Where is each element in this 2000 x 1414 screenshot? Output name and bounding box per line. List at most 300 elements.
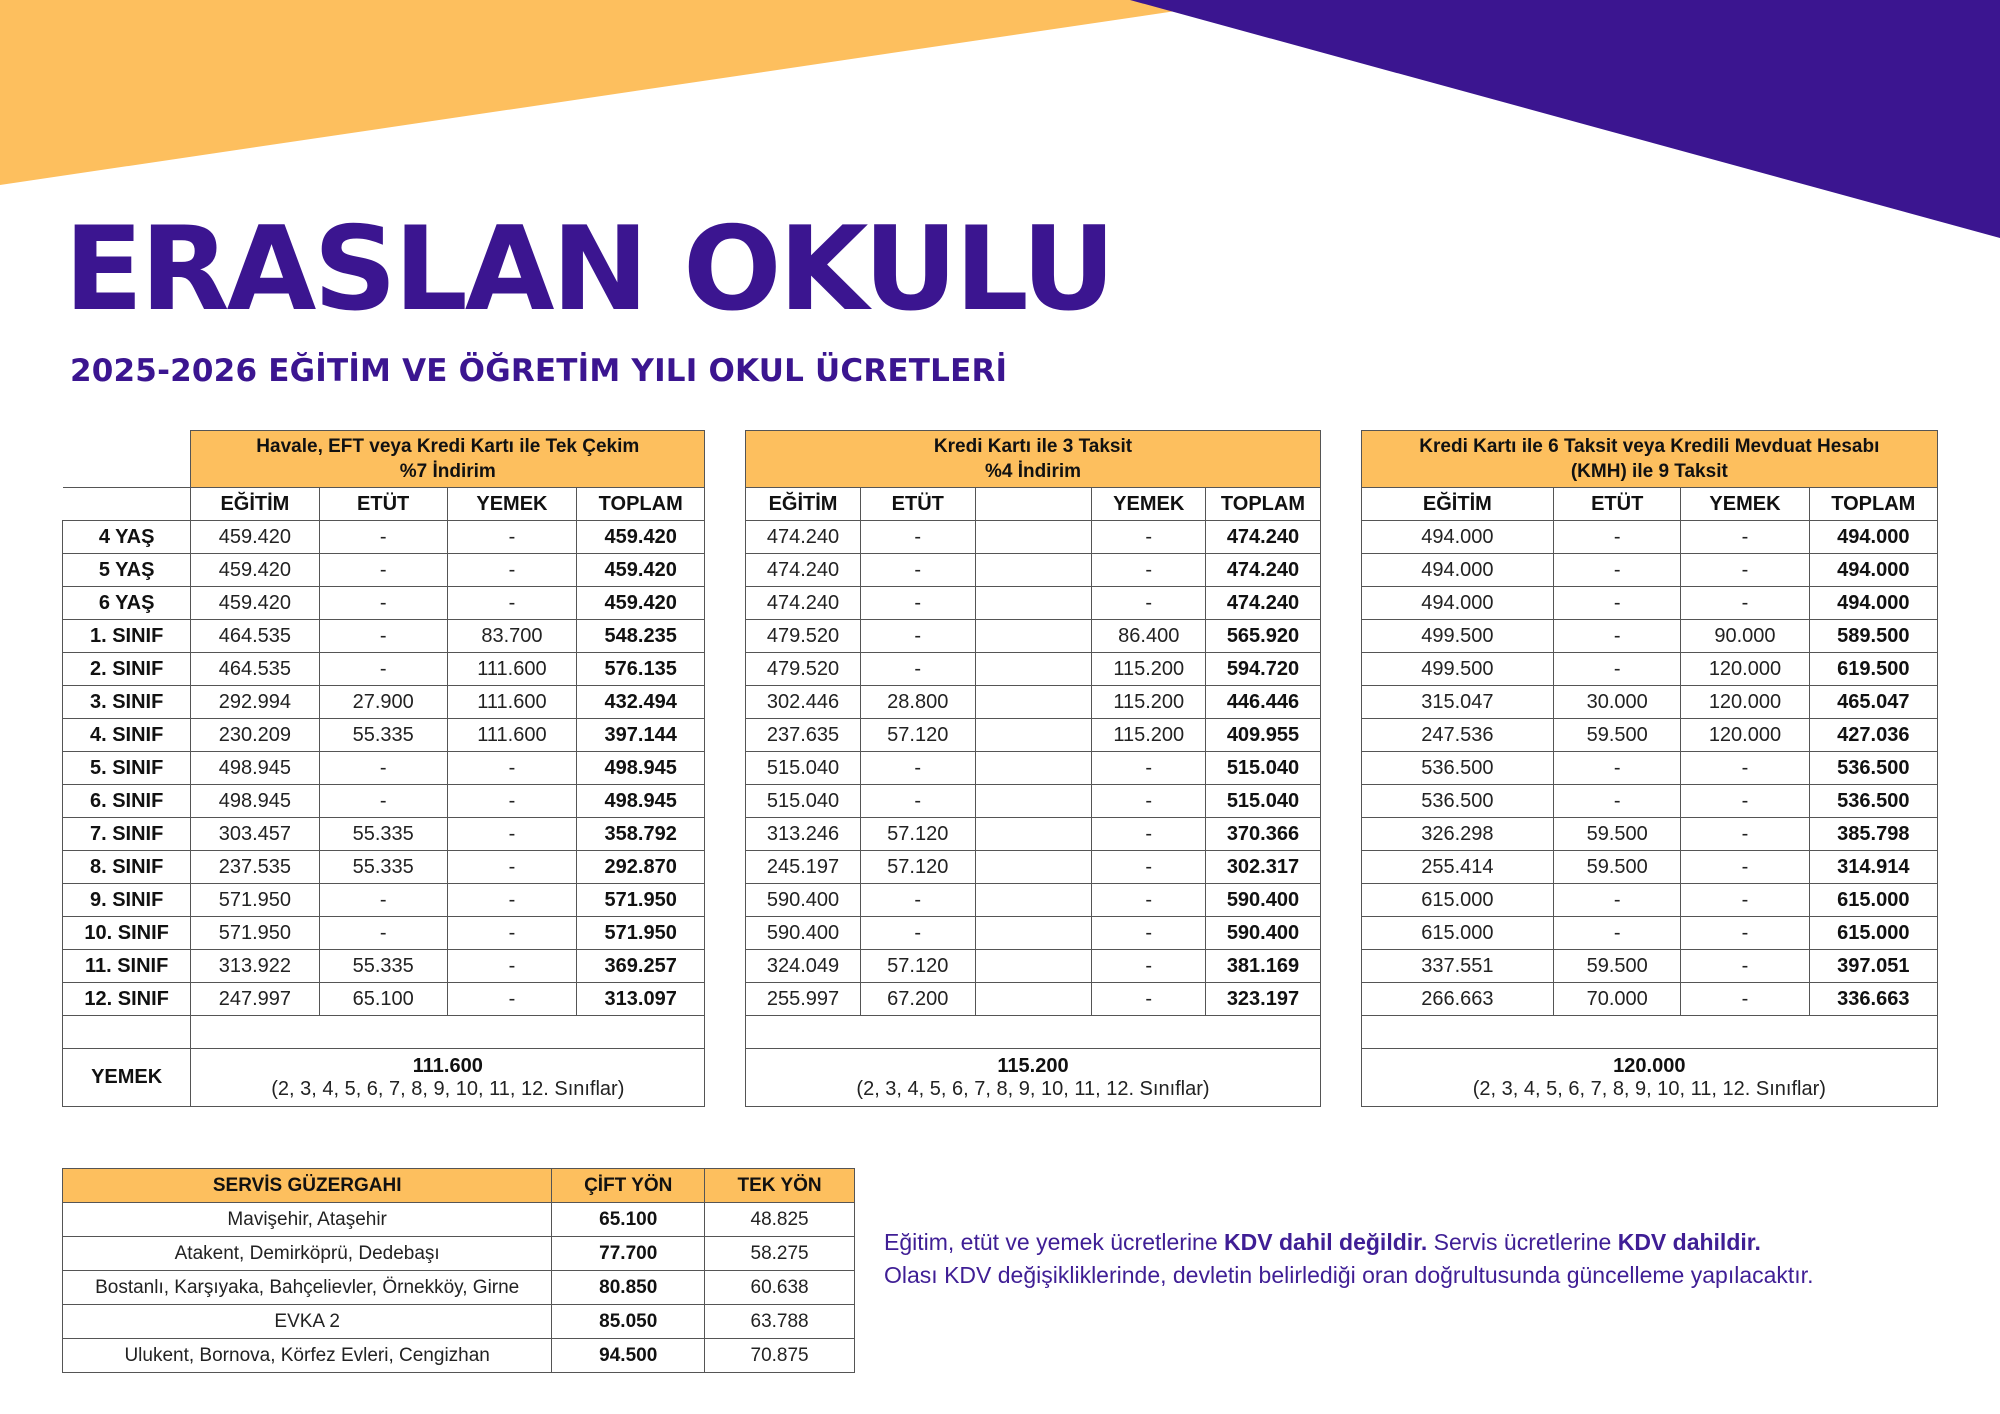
- fee-row: [63, 521, 1938, 554]
- cell-toplam: 465.047: [1809, 686, 1937, 719]
- gap-cell: [1320, 785, 1361, 818]
- purple-banner-shape: [1130, 0, 2000, 238]
- cell-yemek: -: [1092, 884, 1206, 917]
- fee-row: [63, 587, 1938, 620]
- cell-etut: -: [860, 620, 975, 653]
- spacer-cell: [191, 1016, 705, 1049]
- yemek-note: (2, 3, 4, 5, 6, 7, 8, 9, 10, 11, 12. Sınıflar): [271, 1077, 625, 1100]
- cell-egitim: 459.420: [191, 554, 319, 587]
- cell-etut: -: [860, 653, 975, 686]
- cell-egitim: 536.500: [1361, 752, 1553, 785]
- fee-row: [63, 686, 1938, 719]
- cell-toplam: 397.144: [577, 719, 705, 752]
- cell-egitim: 464.535: [191, 620, 319, 653]
- cell-toplam: 474.240: [1206, 554, 1320, 587]
- cell-yemek: -: [1092, 917, 1206, 950]
- gap-cell: [1320, 686, 1361, 719]
- cell-empty: [975, 554, 1091, 587]
- cell-etut: 57.120: [860, 851, 975, 884]
- cell-etut: 59.500: [1554, 950, 1681, 983]
- cell-yemek: 111.600: [447, 653, 576, 686]
- service-double: 65.100: [552, 1203, 705, 1237]
- grade-label: 8. SINIF: [63, 851, 191, 884]
- cell-egitim: 292.994: [191, 686, 319, 719]
- cell-toplam: 381.169: [1206, 950, 1320, 983]
- gap-cell: [705, 752, 746, 785]
- cell-yemek: -: [447, 587, 576, 620]
- service-single: 63.788: [705, 1305, 855, 1339]
- col-yemek: YEMEK: [1681, 488, 1809, 521]
- cell-empty: [975, 521, 1091, 554]
- service-single-header: TEK YÖN: [705, 1169, 855, 1203]
- cell-egitim: 474.240: [746, 521, 860, 554]
- gap-cell: [1320, 1049, 1361, 1107]
- service-route: Bostanlı, Karşıyaka, Bahçelievler, Örnekköy, Girne: [63, 1271, 552, 1305]
- cell-etut: -: [319, 554, 447, 587]
- gap-cell: [1320, 653, 1361, 686]
- col-toplam: TOPLAM: [577, 488, 705, 521]
- cell-etut: -: [1554, 587, 1681, 620]
- cell-toplam: 594.720: [1206, 653, 1320, 686]
- cell-yemek: -: [447, 521, 576, 554]
- gap-cell: [705, 1016, 746, 1049]
- cell-etut: -: [319, 785, 447, 818]
- service-double-header: ÇİFT YÖN: [552, 1169, 705, 1203]
- cell-yemek: 115.200: [1092, 719, 1206, 752]
- fee-row: [63, 719, 1938, 752]
- cell-yemek: -: [447, 752, 576, 785]
- cell-toplam: 494.000: [1809, 521, 1937, 554]
- cell-etut: -: [860, 554, 975, 587]
- section-header-line: Havale, EFT veya Kredi Kartı ile Tek Çekim: [256, 436, 640, 457]
- service-row: [63, 1305, 855, 1339]
- cell-egitim: 324.049: [746, 950, 860, 983]
- cell-egitim: 498.945: [191, 752, 319, 785]
- cell-empty: [975, 917, 1091, 950]
- gap-cell: [1320, 719, 1361, 752]
- orange-banner-shape: [0, 0, 1250, 185]
- grade-label: 3. SINIF: [63, 686, 191, 719]
- service-single: 48.825: [705, 1203, 855, 1237]
- cell-empty: [975, 653, 1091, 686]
- service-route-header: SERVİS GÜZERGAHI: [63, 1169, 552, 1203]
- cell-toplam: 459.420: [577, 587, 705, 620]
- gap-cell: [705, 488, 746, 521]
- cell-etut: -: [319, 653, 447, 686]
- cell-egitim: 474.240: [746, 587, 860, 620]
- corner-cell: [63, 431, 191, 488]
- vat-note-text: Eğitim, etüt ve yemek ücretlerine: [884, 1229, 1225, 1255]
- cell-yemek: -: [1681, 950, 1809, 983]
- gap-cell: [1320, 752, 1361, 785]
- cell-egitim: 255.997: [746, 983, 860, 1016]
- cell-yemek: -: [1092, 785, 1206, 818]
- fee-row: [63, 620, 1938, 653]
- gap-cell: [705, 521, 746, 554]
- cell-etut: 55.335: [319, 818, 447, 851]
- gap-cell: [705, 884, 746, 917]
- service-table: [62, 1168, 855, 1373]
- vat-note-text: Servis ücretlerine: [1427, 1229, 1618, 1255]
- section-header-line: Kredi Kartı ile 6 Taksit veya Kredili Mevduat Hesabı: [1419, 436, 1880, 457]
- service-double: 94.500: [552, 1339, 705, 1373]
- grade-label: 11. SINIF: [63, 950, 191, 983]
- cell-egitim: 590.400: [746, 917, 860, 950]
- cell-etut: -: [1554, 620, 1681, 653]
- service-route: EVKA 2: [63, 1305, 552, 1339]
- corner-cell: [63, 488, 191, 521]
- cell-etut: 27.900: [319, 686, 447, 719]
- fee-row: [63, 752, 1938, 785]
- cell-etut: 57.120: [860, 950, 975, 983]
- cell-egitim: 515.040: [746, 752, 860, 785]
- cell-etut: -: [1554, 521, 1681, 554]
- grade-label: 1. SINIF: [63, 620, 191, 653]
- cell-toplam: 590.400: [1206, 917, 1320, 950]
- cell-yemek: 115.200: [1092, 653, 1206, 686]
- cell-etut: -: [319, 620, 447, 653]
- cell-toplam: 432.494: [577, 686, 705, 719]
- cell-toplam: 474.240: [1206, 587, 1320, 620]
- section-header-6-installments: [1361, 431, 1937, 488]
- cell-etut: 55.335: [319, 851, 447, 884]
- gap-cell: [705, 851, 746, 884]
- cell-etut: -: [860, 587, 975, 620]
- cell-egitim: 302.446: [746, 686, 860, 719]
- fee-row: [63, 950, 1938, 983]
- cell-yemek: -: [1681, 587, 1809, 620]
- cell-etut: 57.120: [860, 818, 975, 851]
- gap-cell: [705, 719, 746, 752]
- cell-toplam: 494.000: [1809, 554, 1937, 587]
- cell-yemek: -: [1681, 554, 1809, 587]
- service-row: [63, 1271, 855, 1305]
- fee-row: [63, 884, 1938, 917]
- cell-toplam: 494.000: [1809, 587, 1937, 620]
- gap-cell: [705, 785, 746, 818]
- gap-cell: [705, 653, 746, 686]
- fee-row: [63, 785, 1938, 818]
- service-row: [63, 1339, 855, 1373]
- cell-empty: [975, 884, 1091, 917]
- cell-etut: -: [319, 587, 447, 620]
- cell-egitim: 313.922: [191, 950, 319, 983]
- cell-yemek: 111.600: [447, 686, 576, 719]
- cell-egitim: 515.040: [746, 785, 860, 818]
- cell-toplam: 565.920: [1206, 620, 1320, 653]
- cell-toplam: 571.950: [577, 917, 705, 950]
- cell-etut: -: [1554, 653, 1681, 686]
- service-route: Mavişehir, Ataşehir: [63, 1203, 552, 1237]
- cell-empty: [975, 818, 1091, 851]
- gap-cell: [1320, 521, 1361, 554]
- cell-etut: -: [860, 917, 975, 950]
- cell-egitim: 247.997: [191, 983, 319, 1016]
- vat-note-bold: KDV dahildir.: [1617, 1229, 1761, 1255]
- gap-cell: [1320, 884, 1361, 917]
- yemek-cell-single: [191, 1049, 705, 1107]
- cell-egitim: 237.535: [191, 851, 319, 884]
- cell-etut: -: [1554, 752, 1681, 785]
- cell-egitim: 464.535: [191, 653, 319, 686]
- cell-yemek: 120.000: [1681, 653, 1809, 686]
- cell-yemek: -: [1092, 818, 1206, 851]
- cell-egitim: 494.000: [1361, 554, 1553, 587]
- cell-egitim: 474.240: [746, 554, 860, 587]
- service-double: 85.050: [552, 1305, 705, 1339]
- cell-yemek: -: [1681, 884, 1809, 917]
- gap-cell: [1320, 983, 1361, 1016]
- gap-cell: [1320, 554, 1361, 587]
- yemek-note: (2, 3, 4, 5, 6, 7, 8, 9, 10, 11, 12. Sınıflar): [1472, 1077, 1826, 1100]
- yemek-row: [63, 1049, 1938, 1107]
- grade-label: 2. SINIF: [63, 653, 191, 686]
- cell-etut: 59.500: [1554, 851, 1681, 884]
- service-route: Atakent, Demirköprü, Dedebaşı: [63, 1237, 552, 1271]
- cell-toplam: 358.792: [577, 818, 705, 851]
- gap-cell: [705, 950, 746, 983]
- cell-toplam: 576.135: [577, 653, 705, 686]
- spacer-cell: [746, 1016, 1320, 1049]
- cell-yemek: -: [1092, 554, 1206, 587]
- cell-egitim: 499.500: [1361, 653, 1553, 686]
- cell-yemek: -: [1092, 752, 1206, 785]
- cell-yemek: 120.000: [1681, 686, 1809, 719]
- fee-row: [63, 554, 1938, 587]
- school-title: ERASLAN OKULU: [64, 202, 1113, 337]
- gap-cell: [705, 431, 746, 488]
- gap-cell: [705, 917, 746, 950]
- cell-egitim: 237.635: [746, 719, 860, 752]
- cell-toplam: 292.870: [577, 851, 705, 884]
- service-single: 60.638: [705, 1271, 855, 1305]
- cell-etut: -: [860, 785, 975, 818]
- cell-egitim: 571.950: [191, 884, 319, 917]
- cell-yemek: 111.600: [447, 719, 576, 752]
- cell-empty: [975, 785, 1091, 818]
- cell-yemek: -: [1681, 818, 1809, 851]
- cell-etut: -: [1554, 917, 1681, 950]
- gap-cell: [705, 1049, 746, 1107]
- cell-egitim: 337.551: [1361, 950, 1553, 983]
- cell-empty: [975, 752, 1091, 785]
- cell-etut: -: [1554, 884, 1681, 917]
- grade-label: 4. SINIF: [63, 719, 191, 752]
- yemek-label: YEMEK: [63, 1049, 191, 1107]
- col-egitim: EĞİTİM: [1361, 488, 1553, 521]
- cell-egitim: 571.950: [191, 917, 319, 950]
- grade-label: 5. SINIF: [63, 752, 191, 785]
- cell-toplam: 615.000: [1809, 884, 1937, 917]
- spacer-row: [63, 1016, 1938, 1049]
- cell-toplam: 474.240: [1206, 521, 1320, 554]
- cell-egitim: 247.536: [1361, 719, 1553, 752]
- service-route: Ulukent, Bornova, Körfez Evleri, Cengizhan: [63, 1339, 552, 1373]
- cell-etut: 28.800: [860, 686, 975, 719]
- cell-yemek: 120.000: [1681, 719, 1809, 752]
- cell-empty: [975, 983, 1091, 1016]
- vat-note: [884, 1226, 1813, 1292]
- cell-toplam: 571.950: [577, 884, 705, 917]
- cell-toplam: 498.945: [577, 785, 705, 818]
- gap-cell: [705, 554, 746, 587]
- cell-yemek: -: [1681, 851, 1809, 884]
- cell-toplam: 536.500: [1809, 752, 1937, 785]
- cell-egitim: 313.246: [746, 818, 860, 851]
- grade-label: 5 YAŞ: [63, 554, 191, 587]
- cell-yemek: -: [447, 851, 576, 884]
- service-header-row: [63, 1169, 855, 1203]
- cell-yemek: -: [1681, 983, 1809, 1016]
- section-header-line: (KMH) ile 9 Taksit: [1570, 461, 1728, 482]
- grade-label: 9. SINIF: [63, 884, 191, 917]
- service-row: [63, 1237, 855, 1271]
- cell-yemek: -: [1092, 950, 1206, 983]
- cell-yemek: -: [447, 983, 576, 1016]
- vat-note-line2: Olası KDV değişikliklerinde, devletin belirlediği oran doğrultusunda güncelleme yapılacaktır.: [884, 1262, 1814, 1288]
- cell-yemek: 90.000: [1681, 620, 1809, 653]
- cell-egitim: 590.400: [746, 884, 860, 917]
- section-header-single-payment: [191, 431, 705, 488]
- cell-yemek: -: [1092, 587, 1206, 620]
- cell-toplam: 459.420: [577, 554, 705, 587]
- gap-cell: [705, 620, 746, 653]
- cell-toplam: 369.257: [577, 950, 705, 983]
- cell-yemek: -: [447, 884, 576, 917]
- cell-empty: [975, 587, 1091, 620]
- cell-empty: [975, 950, 1091, 983]
- col-etut: ETÜT: [860, 488, 975, 521]
- cell-egitim: 459.420: [191, 587, 319, 620]
- fee-row: [63, 983, 1938, 1016]
- gap-cell: [705, 983, 746, 1016]
- cell-yemek: 83.700: [447, 620, 576, 653]
- cell-yemek: -: [1681, 917, 1809, 950]
- cell-toplam: 619.500: [1809, 653, 1937, 686]
- cell-toplam: 409.955: [1206, 719, 1320, 752]
- cell-egitim: 255.414: [1361, 851, 1553, 884]
- cell-toplam: 615.000: [1809, 917, 1937, 950]
- column-header-row: [63, 488, 1938, 521]
- cell-etut: 30.000: [1554, 686, 1681, 719]
- section-header-discount: %7 İndirim: [399, 461, 496, 482]
- cell-egitim: 303.457: [191, 818, 319, 851]
- cell-toplam: 336.663: [1809, 983, 1937, 1016]
- cell-toplam: 548.235: [577, 620, 705, 653]
- gap-cell: [1320, 818, 1361, 851]
- cell-etut: -: [319, 884, 447, 917]
- grade-label: 6. SINIF: [63, 785, 191, 818]
- cell-toplam: 302.317: [1206, 851, 1320, 884]
- cell-etut: 59.500: [1554, 818, 1681, 851]
- cell-egitim: 315.047: [1361, 686, 1553, 719]
- cell-etut: 55.335: [319, 719, 447, 752]
- col-toplam: TOPLAM: [1206, 488, 1320, 521]
- grade-label: 10. SINIF: [63, 917, 191, 950]
- cell-etut: -: [319, 917, 447, 950]
- col-yemek: YEMEK: [1092, 488, 1206, 521]
- cell-etut: 59.500: [1554, 719, 1681, 752]
- gap-cell: [705, 686, 746, 719]
- service-double: 77.700: [552, 1237, 705, 1271]
- fees-table: [62, 430, 1938, 1107]
- cell-egitim: 459.420: [191, 521, 319, 554]
- cell-etut: -: [319, 752, 447, 785]
- cell-etut: -: [860, 521, 975, 554]
- cell-yemek: -: [1092, 983, 1206, 1016]
- gap-cell: [1320, 917, 1361, 950]
- cell-yemek: -: [447, 785, 576, 818]
- cell-toplam: 515.040: [1206, 785, 1320, 818]
- cell-egitim: 499.500: [1361, 620, 1553, 653]
- section-header-line: Kredi Kartı ile 3 Taksit: [933, 436, 1133, 457]
- fee-row: [63, 851, 1938, 884]
- yemek-note: (2, 3, 4, 5, 6, 7, 8, 9, 10, 11, 12. Sınıflar): [856, 1077, 1210, 1100]
- grade-label: 7. SINIF: [63, 818, 191, 851]
- cell-yemek: -: [447, 917, 576, 950]
- fee-row: [63, 653, 1938, 686]
- gap-cell: [705, 818, 746, 851]
- cell-empty: [975, 719, 1091, 752]
- section-header-3-installments: [746, 431, 1320, 488]
- cell-yemek: -: [1681, 752, 1809, 785]
- col-egitim: EĞİTİM: [746, 488, 860, 521]
- gap-cell: [1320, 851, 1361, 884]
- cell-etut: 67.200: [860, 983, 975, 1016]
- cell-yemek: -: [447, 818, 576, 851]
- cell-empty: [975, 620, 1091, 653]
- cell-etut: -: [319, 521, 447, 554]
- col-empty: [975, 488, 1091, 521]
- cell-yemek: -: [1092, 851, 1206, 884]
- cell-egitim: 494.000: [1361, 521, 1553, 554]
- yemek-cell-6-installments: [1361, 1049, 1937, 1107]
- yemek-value: 111.600: [412, 1054, 483, 1077]
- cell-yemek: 115.200: [1092, 686, 1206, 719]
- section-header-discount: %4 İndirim: [984, 461, 1082, 482]
- cell-toplam: 313.097: [577, 983, 705, 1016]
- cell-toplam: 590.400: [1206, 884, 1320, 917]
- cell-toplam: 323.197: [1206, 983, 1320, 1016]
- cell-yemek: -: [447, 950, 576, 983]
- cell-egitim: 615.000: [1361, 884, 1553, 917]
- cell-toplam: 589.500: [1809, 620, 1937, 653]
- yemek-value: 120.000: [1613, 1054, 1686, 1077]
- cell-etut: -: [1554, 554, 1681, 587]
- cell-empty: [975, 851, 1091, 884]
- cell-toplam: 498.945: [577, 752, 705, 785]
- section-header-row: [63, 431, 1938, 488]
- service-double: 80.850: [552, 1271, 705, 1305]
- grade-label: 12. SINIF: [63, 983, 191, 1016]
- cell-egitim: 245.197: [746, 851, 860, 884]
- cell-etut: 57.120: [860, 719, 975, 752]
- cell-toplam: 446.446: [1206, 686, 1320, 719]
- cell-toplam: 536.500: [1809, 785, 1937, 818]
- cell-yemek: -: [447, 554, 576, 587]
- cell-toplam: 397.051: [1809, 950, 1937, 983]
- vat-note-bold: KDV dahil değildir.: [1224, 1229, 1428, 1255]
- cell-toplam: 515.040: [1206, 752, 1320, 785]
- cell-etut: 65.100: [319, 983, 447, 1016]
- cell-egitim: 230.209: [191, 719, 319, 752]
- cell-empty: [975, 686, 1091, 719]
- cell-toplam: 370.366: [1206, 818, 1320, 851]
- service-row: [63, 1203, 855, 1237]
- col-etut: ETÜT: [319, 488, 447, 521]
- cell-toplam: 459.420: [577, 521, 705, 554]
- gap-cell: [1320, 1016, 1361, 1049]
